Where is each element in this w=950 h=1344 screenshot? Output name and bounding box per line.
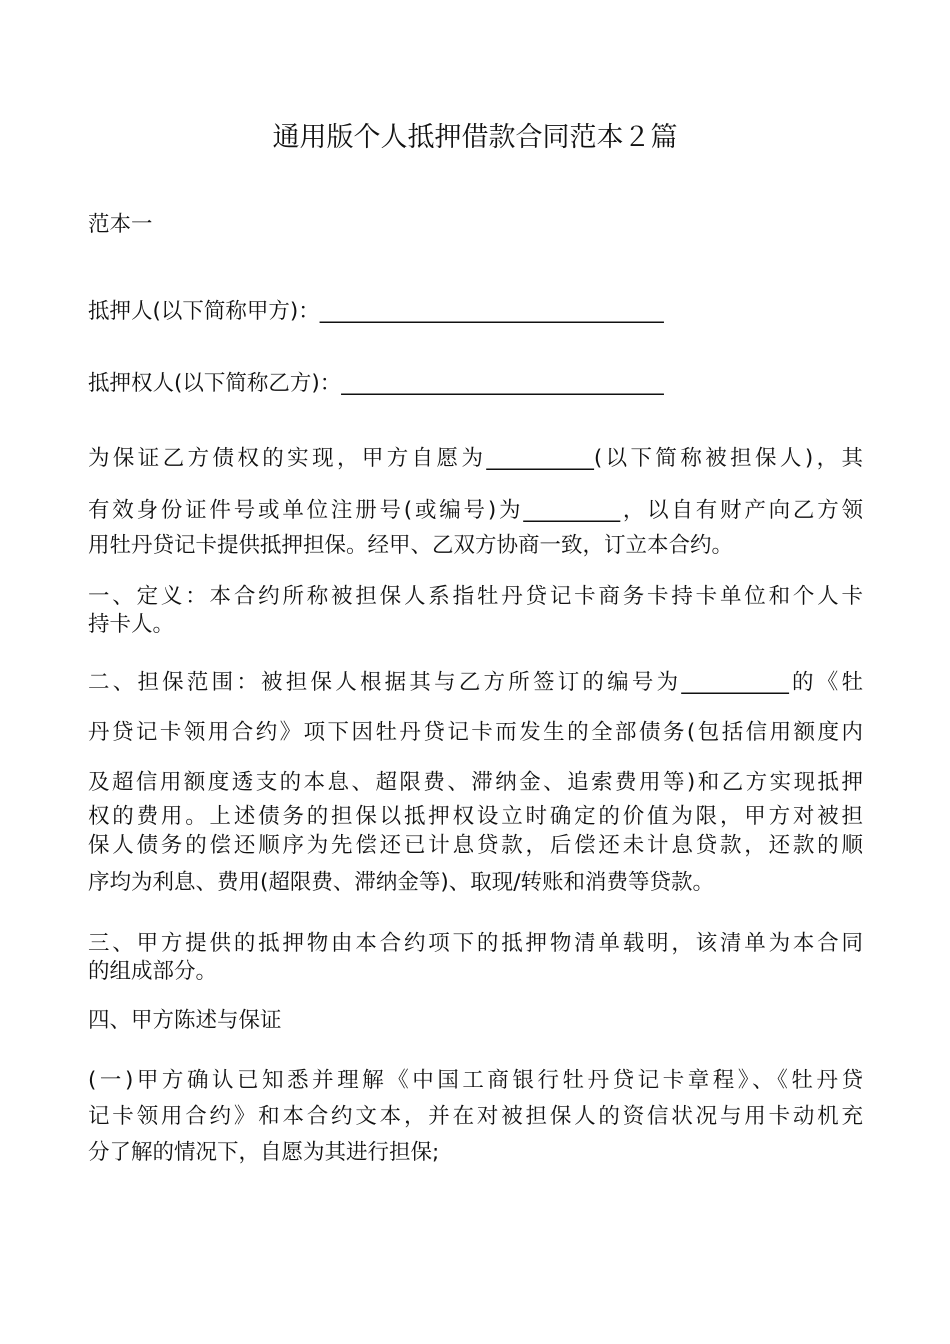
clause-4-item-1 [88,1066,863,1168]
clause-line: (一)甲方确认已知悉并理解《中国工商银行牡丹贷记卡章程》、《牡丹贷 [88,1068,863,1093]
mortgagor-line: 抵押人(以下简称甲方)：________________________________ [88,299,664,324]
clause-line: 及超信用额度透支的本息、超限费、滞纳金、追索费用等)和乙方实现抵押 [88,770,863,795]
clause-line: 权的费用。上述债务的担保以抵押权设立时确定的价值为限，甲方对被担 [88,804,863,829]
clause-line: 一、定义：本合约所称被担保人系指牡丹贷记卡商务卡持卡单位和个人卡 [88,584,863,609]
clause-3-paragraph [88,930,863,986]
clause-4-heading: 四、甲方陈述与保证 [88,1008,282,1033]
clause-line: 分了解的情况下，自愿为其进行担保; [88,1140,440,1165]
preamble-line: 为保证乙方债权的实现，甲方自愿为__________(以下简称被担保人)，其 [88,446,863,471]
clause-line: 的组成部分。 [88,959,218,984]
clause-1-paragraph [88,583,863,639]
clause-line: 丹贷记卡领用合约》项下因牡丹贷记卡而发生的全部债务(包括信用额度内 [88,720,863,745]
clause-line: 二、担保范围：被担保人根据其与乙方所签订的编号为__________的《牡 [88,670,863,695]
clause-2-paragraph [88,668,863,898]
document-title: 通用版个人抵押借款合同范本２篇 [272,122,678,153]
preamble-line: 有效身份证件号或单位注册号(或编号)为_________，以自有财产向乙方领 [88,498,863,523]
clause-line: 保人债务的偿还顺序为先偿还已计息贷款，后偿还未计息贷款，还款的顺 [88,833,863,858]
clause-line: 三、甲方提供的抵押物由本合约项下的抵押物清单载明，该清单为本合同 [88,931,863,956]
clause-line: 记卡领用合约》和本合约文本，并在对被担保人的资信状况与用卡动机充 [88,1104,863,1129]
clause-line: 持卡人。 [88,612,175,637]
mortgagee-line: 抵押权人(以下简称乙方)：______________________________ [88,371,664,396]
preamble-paragraph [88,444,863,561]
clause-line: 序均为利息、费用(超限费、滞纳金等)、取现/转账和消费等贷款。 [88,870,715,895]
preamble-line: 用牡丹贷记卡提供抵押担保。经甲、乙双方协商一致，订立本合约。 [88,533,734,558]
section-label: 范本一 [88,212,153,237]
